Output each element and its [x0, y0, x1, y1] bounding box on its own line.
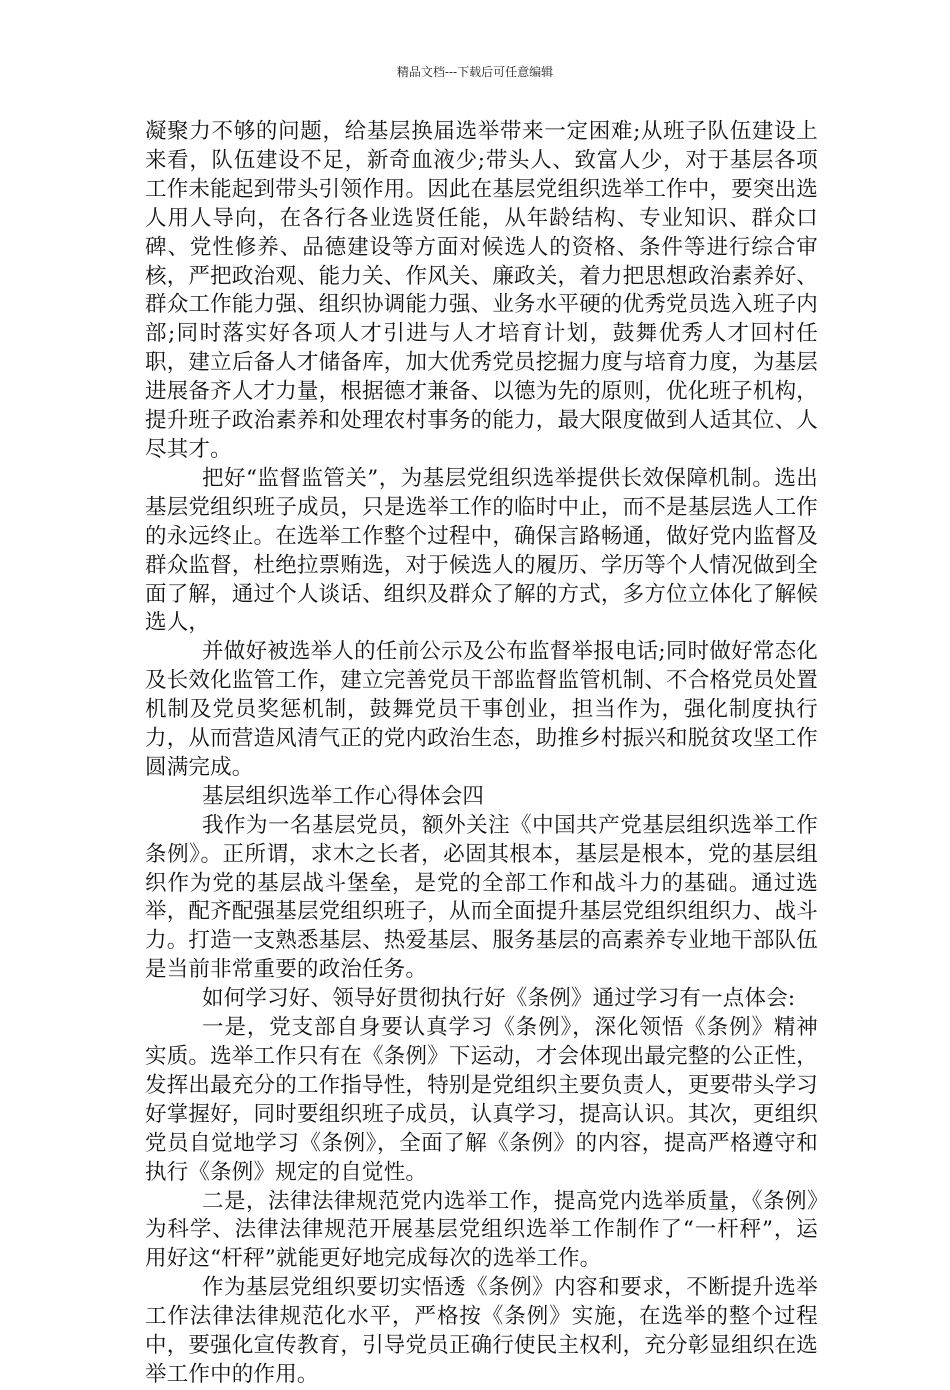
paragraph-continuation: 凝聚力不够的问题，给基层换届选举带来一定困难;从班子队伍建设上来看，队伍建设不足，新奇血液少;带头人、致富人少，对于基层各项工作未能起到带头引领作用。因此在基层党组织选举工作中，要突出选人用人导向，在各行各业选贤任能，从年龄结构、专业知识、群众口碑、党性修养、品德建设等方面对候选人的资格、条件等进行综合审核，严把政治观、能力关、作风关、廉政关，着力把思想政治素养好、群众工作能力强、组织协调能力强、业务水平硬的优秀党员选入班子内部;同时落实好各项人才引进与人才培育计划，鼓舞优秀人才回村任职，建立后备人才储备库，加大优秀党员挖掘力度与培育力度，为基层进展备齐人才力量，根据德才兼备、以德为先的原则，优化班子机构，提升班子政治素养和处理农村事务的能力，最大限度做到人适其位、人尽其才。: [145, 119, 818, 462]
paragraph-publicity: 并做好被选举人的任前公示及公布监督举报电话;同时做好常态化及长效化监管工作，建立完善党员干部监督监管机制、不合格党员处置机制及党员奖惩机制，鼓舞党员干事创业，担当作为，强化制度执行力，从而营造风清气正的党内政治生态，助推乡村振兴和脱贫攻坚工作圆满完成。: [145, 639, 818, 780]
paragraph-intro: 我作为一名基层党员，额外关注《中国共产党基层组织选举工作条例》。正所谓，求木之长者，必固其根本，基层是根本，党的基层组织作为党的基层战斗堡垒，是党的全部工作和战斗力的基础。通过选举，配齐配强基层党组织班子，从而全面提升基层党组织组织力、战斗力。打造一支熟悉基层、热爱基层、服务基层的高素养专业地干部队伍是当前非常重要的政治任务。: [145, 812, 818, 983]
paragraph-point-two: 二是，法律法律规范党内选举工作，提高党内选举质量，《条例》为科学、法律法律规范开展基层党组织选举工作制作了“一杆秤”，运用好这“杆秤”就能更好地完成每次的选举工作。: [145, 1188, 818, 1272]
paragraph-how-to-learn: 如何学习好、领导好贯彻执行好《条例》通过学习有一点体会:: [202, 986, 796, 1012]
document-body: [145, 118, 818, 1390]
paragraph-point-one: 一是，党支部自身要认真学习《条例》，深化领悟《条例》精神实质。选举工作只有在《条例》下运动，才会体现出最完整的公正性，发挥出最充分的工作指导性，特别是党组织主要负责人，更要带头学习好掌握好，同时要组织班子成员，认真学习，提高认识。其次，更组织党员自觉地学习《条例》，全面了解《条例》的内容，提高严格遵守和执行《条例》规定的自觉性。: [145, 1015, 818, 1185]
paragraph-conclusion: 作为基层党组织要切实悟透《条例》内容和要求，不断提升选举工作法律法律规范化水平，严格按《条例》实施，在选举的整个过程中，要强化宣传教育，引导党员正确行使民主权利，充分彰显组织在选举工作中的作用。: [145, 1275, 818, 1387]
paragraph-supervision: 把好“监督监管关”，为基层党组织选举提供长效保障机制。选出基层党组织班子成员，只是选举工作的临时中止，而不是基层选人工作的永远终止。在选举工作整个过程中，确保言路畅通，做好党内监督及群众监督，杜绝拉票贿选，对于候选人的履历、学历等个人情况做到全面了解，通过个人谈话、组织及群众了解的方式，多方位立体化了解候选人，: [145, 465, 818, 636]
page-header: 精品文档---下载后可任意编辑: [396, 65, 554, 79]
section-heading: 基层组织选举工作心得体会四: [202, 783, 485, 809]
